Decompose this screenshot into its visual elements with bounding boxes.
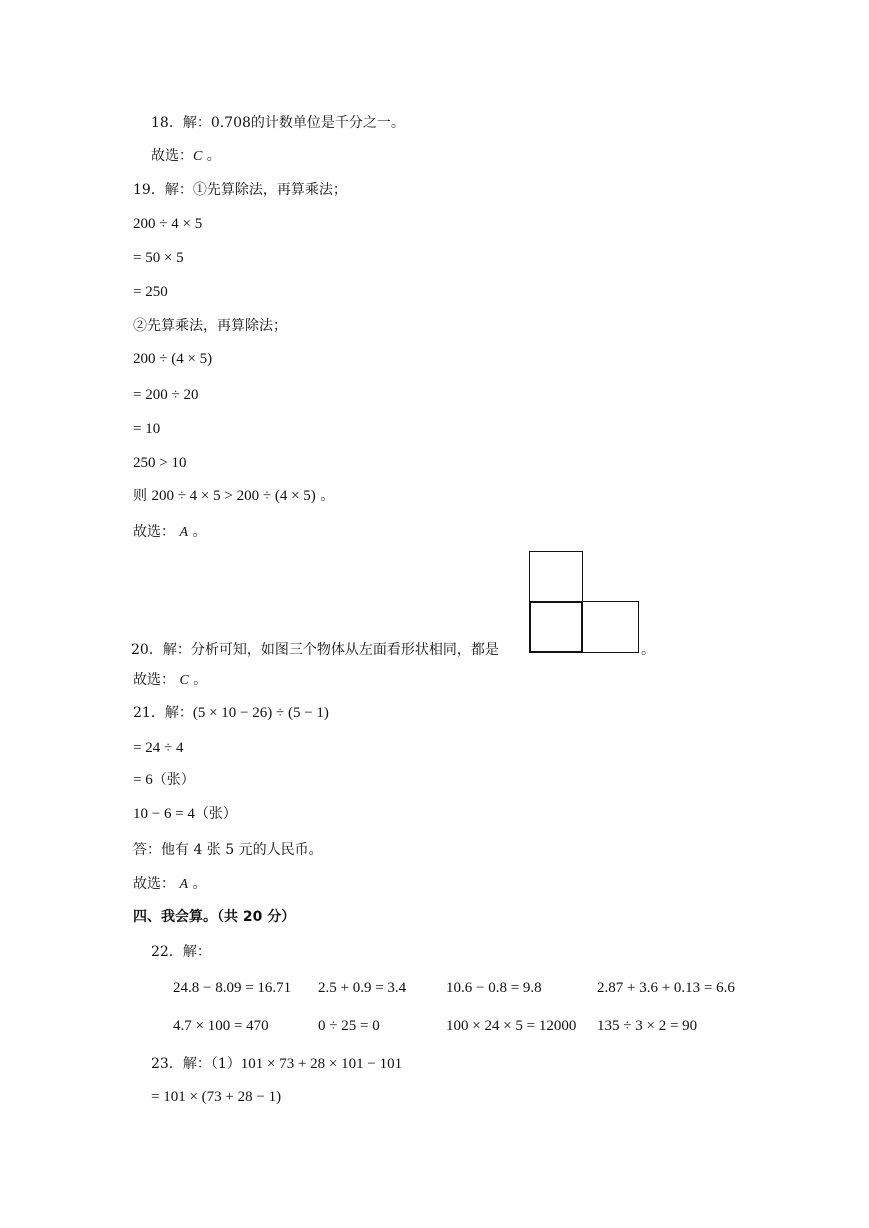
answer-label: 故选： [151,148,193,164]
q21-prefix: 21．解： [133,705,193,721]
view-square-bottom-right [582,601,639,653]
q19-line2: ②先算乘法，再算除法； [133,318,287,334]
period: 。 [206,148,221,164]
period: 。 [192,524,207,540]
answer-label: 故选： [133,672,175,688]
answer-choice: C [179,673,189,688]
q20-period: 。 [641,642,655,658]
q21-step1: = 24 ÷ 4 [133,740,184,756]
q23-step1: = 101 × (73 + 28 − 1) [151,1089,282,1105]
answer-label: 故选： [133,876,175,892]
q19-step3: = 200 ÷ 20 [133,387,199,403]
q23-expr: 101 × 73 + 28 × 101 − 101 [240,1056,403,1072]
view-square-top [529,551,583,602]
period: 。 [192,876,207,892]
q23-prefix: 23．解：（1） [151,1056,241,1072]
calc-item: 0 ÷ 25 = 0 [318,1018,380,1034]
q23-line1 [151,1055,402,1073]
q21-answer [133,875,206,894]
answer-choice: A [179,877,189,892]
q19-step4: = 10 [133,421,161,437]
step-expr: = 6 [133,772,153,788]
period: 。 [193,672,208,688]
calc-item: 24.8 − 8.09 = 16.71 [173,980,292,996]
q19-step1: = 50 × 5 [133,250,184,266]
calc-item: 135 ÷ 3 × 2 = 90 [597,1018,698,1034]
q20-line1: 20．解：分析可知，如图三个物体从左面看形状相同，都是 [131,642,499,658]
unit: （张） [152,772,195,788]
view-square-bottom-left [529,601,583,653]
q22-label: 22．解： [151,944,211,960]
q19-line1: 19．解：①先算除法，再算乘法； [133,182,347,198]
q19-step2: = 250 [133,284,168,300]
calc-item: 4.7 × 100 = 470 [173,1018,269,1034]
q19-compare: 250 > 10 [133,455,187,471]
q21-step2 [133,771,195,789]
answer-choice: C [193,149,203,164]
q18-line1: 18．解：0.708的计数单位是千分之一。 [151,115,405,131]
calc-item: 100 × 24 × 5 = 12000 [446,1018,577,1034]
q19-expr2: 200 ÷ (4 × 5) [133,351,213,367]
q21-expr: (5 × 10 − 26) ÷ (5 − 1) [192,705,329,721]
answer-label: 故选： [133,524,175,540]
q20-answer [133,671,207,690]
calc-item: 10.6 − 0.8 = 9.8 [446,980,542,996]
q21-line1 [133,704,329,722]
q19-answer [133,523,206,542]
q21-reply: 答：他有 4 张 5 元的人民币。 [133,842,323,858]
unit: （张） [194,806,237,822]
calc-item: 2.5 + 0.9 = 3.4 [318,980,407,996]
q18-answer [151,147,221,166]
conclusion-prefix: 则 [133,488,152,504]
q19-expr1: 200 ÷ 4 × 5 [133,216,203,232]
calc-item: 2.87 + 3.6 + 0.13 = 6.6 [597,980,735,996]
step-expr: 10 − 6 = 4 [133,806,195,822]
period: 。 [315,488,335,504]
section-heading: 四、我会算。（共 20 分） [133,909,296,925]
q21-step3 [133,805,237,823]
conclusion-expr: 200 ÷ 4 × 5 > 200 ÷ (4 × 5) [151,488,316,504]
q19-conclusion [133,487,334,505]
answer-choice: A [179,525,189,540]
